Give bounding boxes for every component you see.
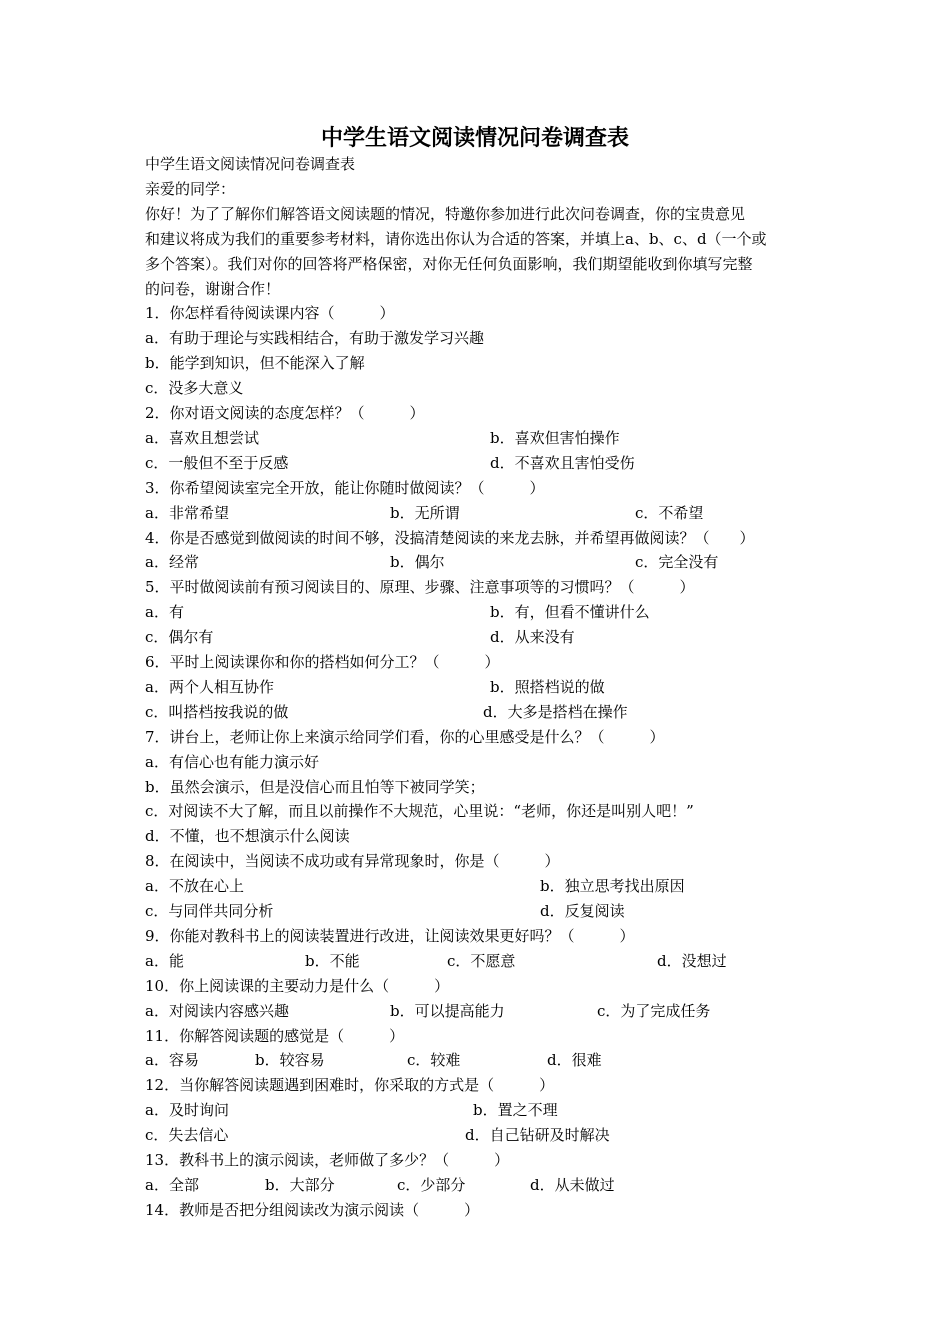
line-text: 4．你是否感觉到做阅读的时间不够，没搞清楚阅读的来龙去脉，并希望再做阅读？（ ）: [145, 528, 755, 547]
line-text: c．对阅读不大了解，而且以前操作不大规范，心里说：“老师，你还是叫别人吧！”: [145, 802, 694, 821]
answer-option: c．较难: [407, 1051, 461, 1070]
line-text: 3．你希望阅读室完全开放，能让你随时做阅读？（ ）: [145, 478, 545, 497]
line-text: 1．你怎样看待阅读课内容（ ）: [145, 304, 395, 323]
answer-option: d．自己钻研及时解决: [465, 1126, 610, 1145]
line-text: 12．当你解答阅读题遇到困难时，你采取的方式是（ ）: [145, 1076, 555, 1095]
answer-option: a．喜欢且想尝试: [145, 428, 259, 447]
line-text: c．没多大意义: [145, 379, 244, 398]
answer-option: a．容易: [145, 1051, 199, 1070]
answer-option: a．两个人相互协作: [145, 677, 274, 696]
answer-option: a．经常: [145, 553, 199, 572]
line-text: d．不懂，也不想演示什么阅读: [145, 827, 350, 846]
answer-option: d．从未做过: [530, 1175, 615, 1194]
answer-option: d．不喜欢且害怕受伤: [490, 453, 635, 472]
answer-option: b．不能: [305, 951, 360, 970]
line-text: 中学生语文阅读情况问卷调查表: [145, 155, 356, 173]
answer-option: d．很难: [547, 1051, 602, 1070]
page-title: 中学生语文阅读情况问卷调查表: [320, 125, 629, 151]
answer-option: b．较容易: [255, 1051, 325, 1070]
answer-option: a．不放在心上: [145, 877, 244, 896]
line-text: 11．你解答阅读题的感觉是（ ）: [145, 1026, 405, 1045]
line-text: 的问卷，谢谢合作！: [145, 279, 281, 298]
line-text: b．能学到知识，但不能深入了解: [145, 354, 365, 373]
answer-option: c．偶尔有: [145, 628, 214, 647]
line-text: 6．平时上阅读课你和你的搭档如何分工？（ ）: [145, 653, 500, 671]
line-text: 13．教科书上的演示阅读，老师做了多少？（ ）: [145, 1151, 510, 1169]
answer-option: b．偶尔: [390, 553, 445, 572]
line-text: 和建议将成为我们的重要参考材料，请你选出你认为合适的答案，并填上a、b、c、d（一个或: [145, 229, 767, 248]
answer-option: c．不希望: [635, 503, 704, 522]
answer-option: b．可以提高能力: [390, 1001, 505, 1020]
line-text: 7．讲台上，老师让你上来演示给同学们看，你的心里感受是什么？（ ）: [145, 727, 665, 746]
line-text: 5．平时做阅读前有预习阅读目的、原理、步骤、注意事项等的习惯吗？（ ）: [145, 578, 695, 597]
answer-option: c．失去信心: [145, 1126, 229, 1145]
answer-option: c．与同伴共同分析: [145, 902, 274, 920]
answer-option: b．无所谓: [390, 503, 460, 522]
line-text: 9．你能对教科书上的阅读装置进行改进，让阅读效果更好吗？（ ）: [145, 926, 635, 945]
answer-option: a．非常希望: [145, 503, 229, 522]
answer-option: b．置之不理: [473, 1101, 558, 1120]
answer-option: c．一般但不至于反感: [145, 453, 289, 472]
answer-option: c．叫搭档按我说的做: [145, 702, 289, 721]
answer-option: c．完全没有: [635, 553, 719, 572]
line-text: b．虽然会演示，但是没信心而且怕等下被同学笑；: [145, 777, 485, 796]
answer-option: c．为了完成任务: [597, 1001, 711, 1020]
line-text: 2．你对语文阅读的态度怎样？（ ）: [145, 404, 425, 422]
answer-option: c．不愿意: [447, 951, 516, 970]
answer-option: d．大多是搭档在操作: [483, 702, 628, 721]
answer-option: a．全部: [145, 1175, 199, 1194]
line-text: 你好！为了了解你们解答语文阅读题的情况，特邀你参加进行此次问卷调查，你的宝贵意见: [145, 204, 746, 223]
answer-option: a．有: [145, 603, 184, 622]
answer-option: b．大部分: [265, 1175, 335, 1194]
answer-option: b．有，但看不懂讲什么: [490, 603, 650, 622]
answer-option: b．独立思考找出原因: [540, 877, 685, 896]
line-text: 亲爱的同学：: [145, 179, 236, 198]
answer-option: b．照搭档说的做: [490, 677, 605, 696]
line-text: 10．你上阅读课的主要动力是什么（ ）: [145, 976, 450, 995]
answer-option: a．及时询问: [145, 1101, 229, 1120]
line-text: a．有助于理论与实践相结合，有助于激发学习兴趣: [145, 329, 484, 348]
answer-option: d．没想过: [657, 951, 727, 970]
line-text: a．有信心也有能力演示好: [145, 752, 319, 771]
answer-option: b．喜欢但害怕操作: [490, 428, 620, 447]
answer-option: d．反复阅读: [540, 902, 625, 920]
line-text: 14．教师是否把分组阅读改为演示阅读（ ）: [145, 1200, 480, 1219]
answer-option: c．少部分: [397, 1175, 466, 1194]
answer-option: d．从来没有: [490, 628, 575, 647]
line-text: 多个答案）。我们对你的回答将严格保密，对你无任何负面影响，我们期望能收到你填写完整: [145, 254, 753, 273]
answer-option: a．对阅读内容感兴趣: [145, 1001, 289, 1020]
answer-option: a．能: [145, 951, 184, 970]
line-text: 8．在阅读中，当阅读不成功或有异常现象时，你是（ ）: [145, 852, 560, 871]
